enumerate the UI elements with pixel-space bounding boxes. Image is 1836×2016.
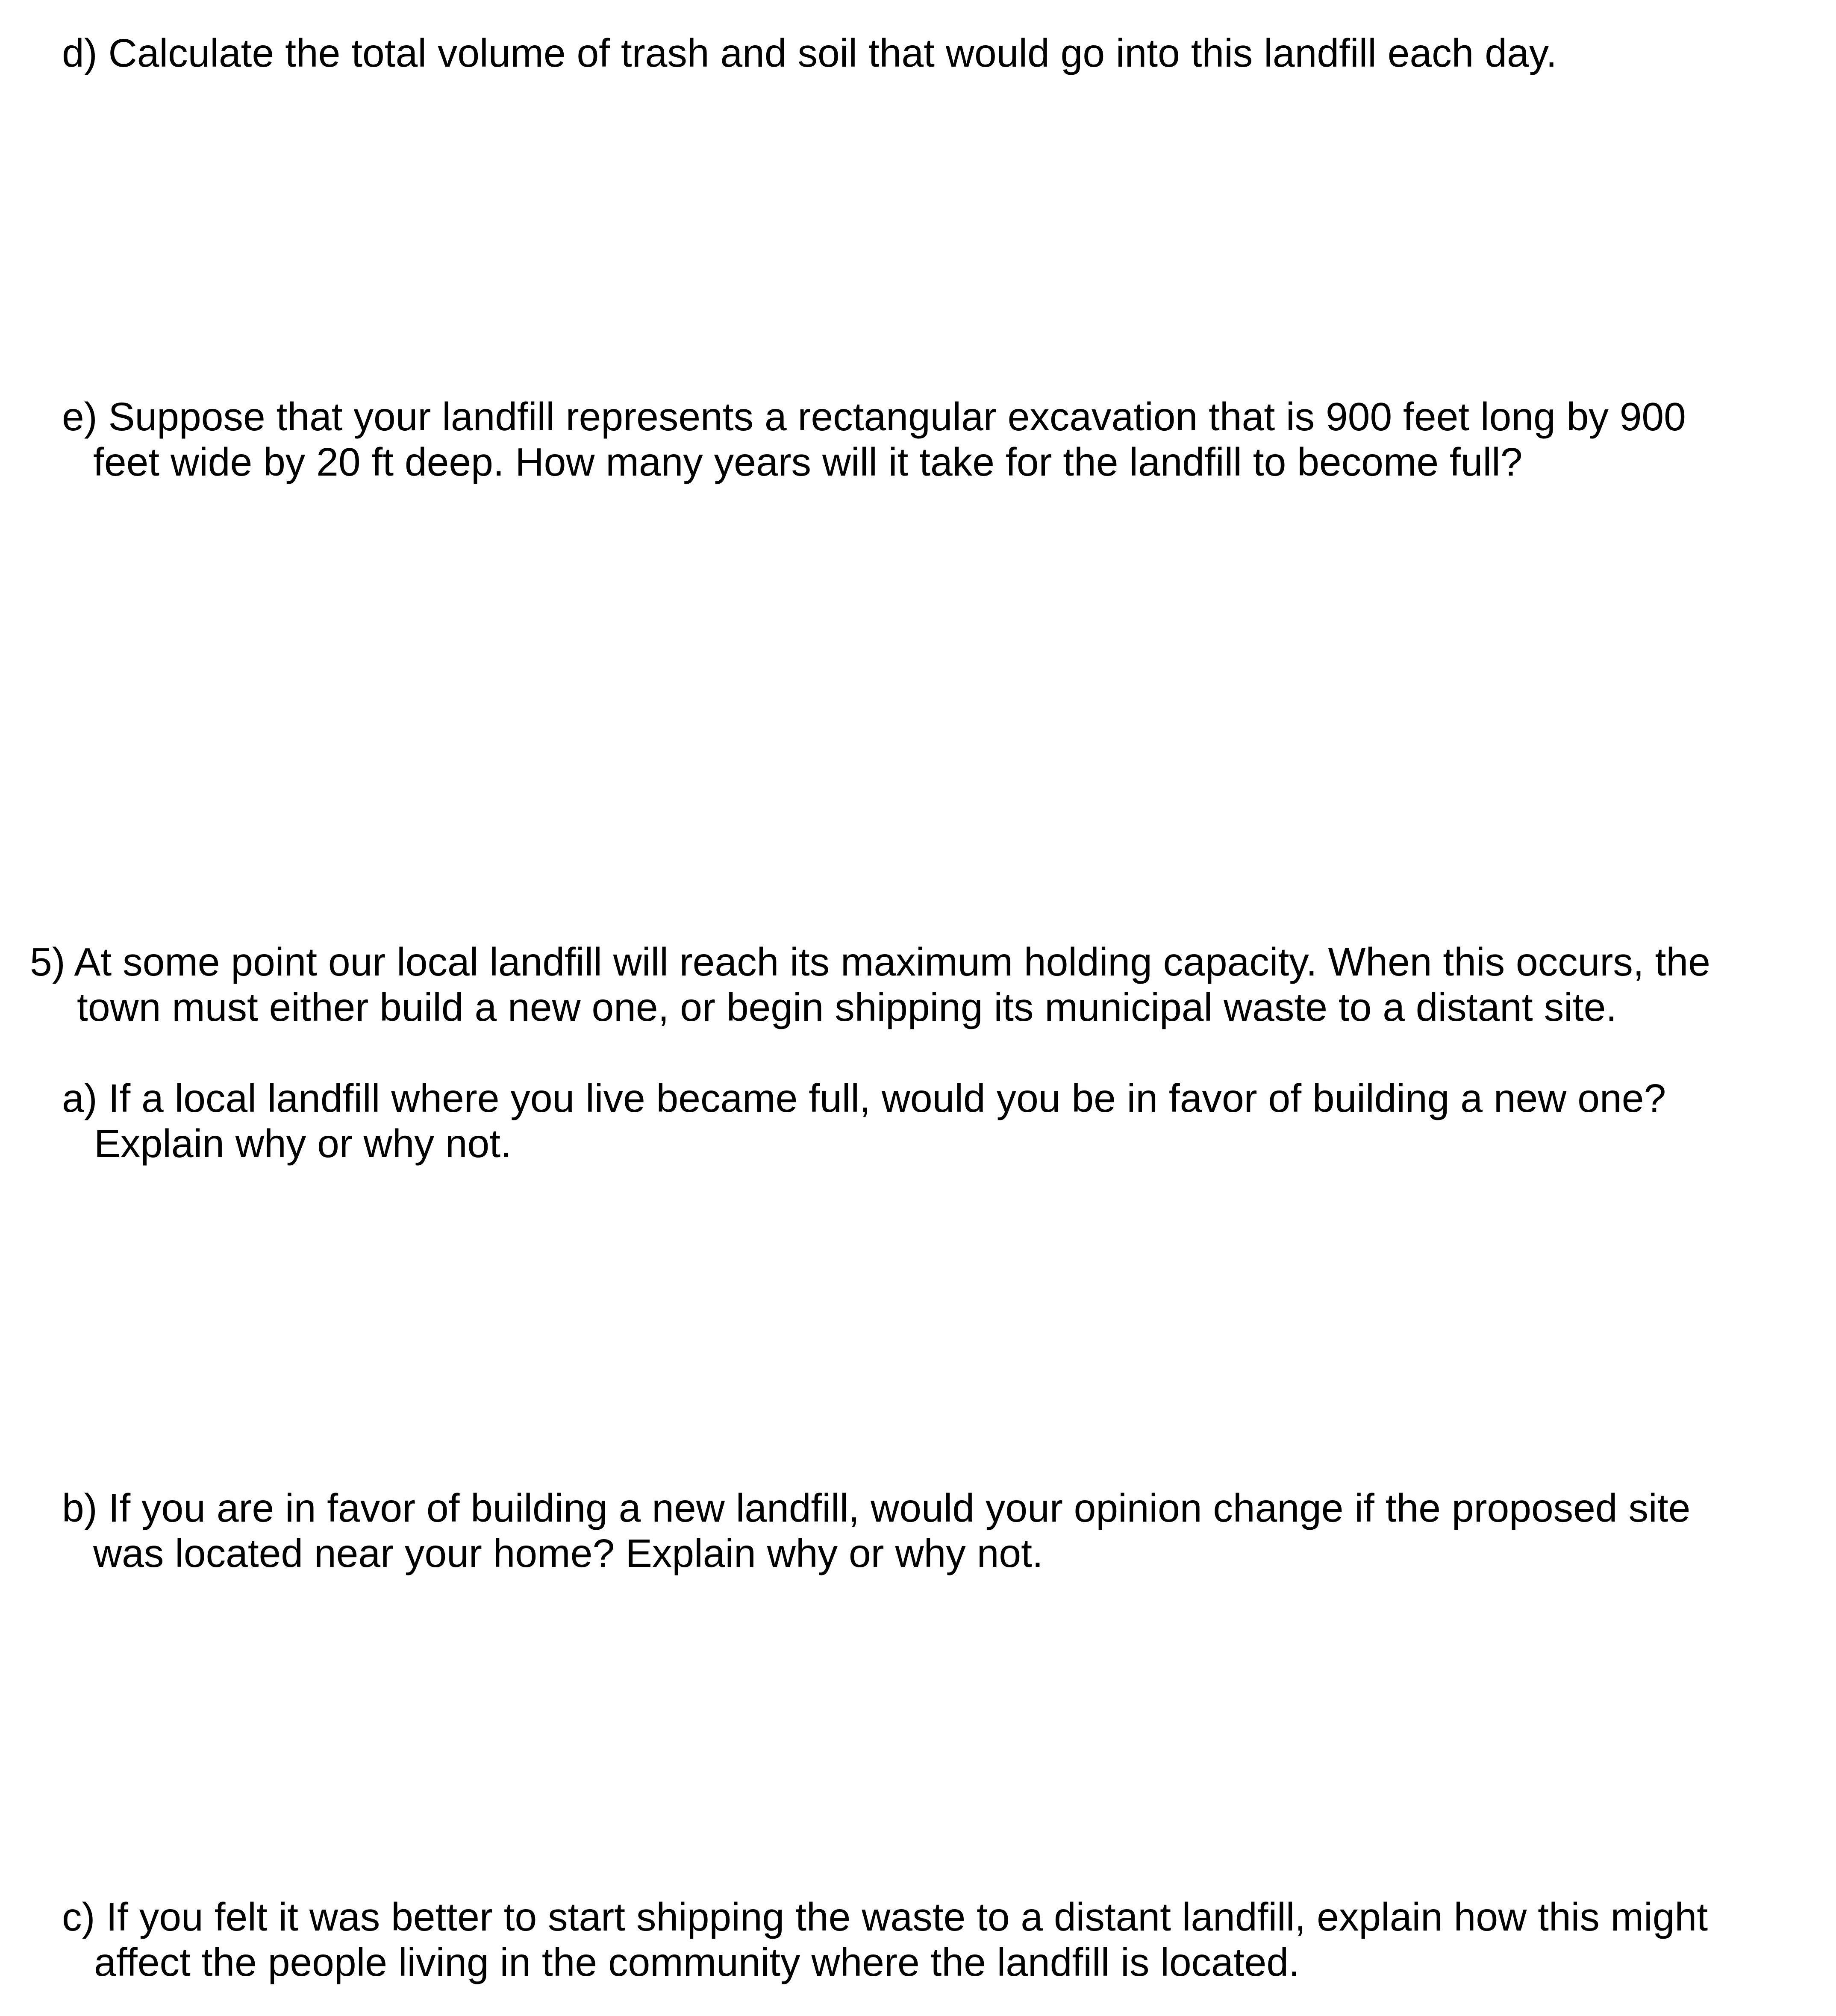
question-e-line-1: e) Suppose that your landfill represents a rectangular excavation that is 900 feet long by 900 [62,394,1686,439]
question-5c-line-2: affect the people living in the community where the landfill is located. [94,1940,1300,1984]
question-5a-line-2: Explain why or why not. [94,1121,512,1166]
question-5b-line-1: b) If you are in favor of building a new landfill, would your opinion change if the proposed site [62,1486,1691,1530]
question-d-line-1: d) Calculate the total volume of trash and soil that would go into this landfill each day. [62,31,1557,75]
question-e-line-2: feet wide by 20 ft deep. How many years will it take for the landfill to become full? [93,440,1523,484]
question-5b-line-2: was located near your home? Explain why or why not. [93,1531,1043,1575]
question-5-line-1: 5) At some point our local landfill will reach its maximum holding capacity. When this occurs, the [30,940,1710,984]
question-5-line-2: town must either build a new one, or begin shipping its municipal waste to a distant site. [77,985,1617,1029]
question-5a-line-1: a) If a local landfill where you live became full, would you be in favor of building a new one? [62,1076,1666,1120]
question-5c-line-1: c) If you felt it was better to start shipping the waste to a distant landfill, explain how this might [62,1895,1708,1939]
